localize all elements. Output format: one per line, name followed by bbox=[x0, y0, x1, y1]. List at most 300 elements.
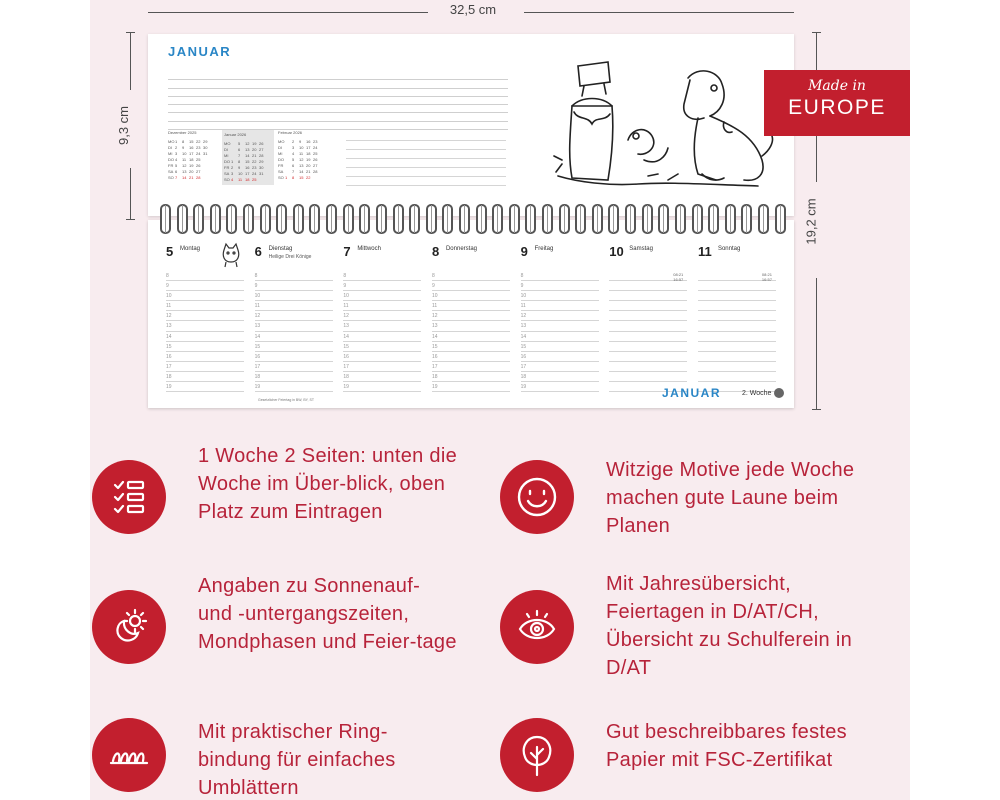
mini-calendar-cell: 5 bbox=[175, 163, 178, 168]
hour-line bbox=[698, 372, 776, 382]
binding-ring bbox=[376, 204, 387, 234]
hour-line: 11 bbox=[343, 301, 421, 311]
mini-calendar-cell bbox=[259, 177, 263, 183]
mini-calendar-cell: 23 bbox=[313, 139, 318, 144]
hour-line: 15 bbox=[521, 342, 599, 352]
day-column bbox=[343, 244, 421, 392]
hour-line: 17 bbox=[166, 362, 244, 372]
mini-calendar bbox=[222, 130, 274, 185]
hour-line: 8 bbox=[166, 271, 244, 281]
binding-ring bbox=[575, 204, 586, 234]
day-name: Montag bbox=[180, 246, 201, 252]
hour-line: 19 bbox=[166, 382, 244, 392]
hour-line: 8 bbox=[255, 271, 333, 281]
hour-line: 8 bbox=[343, 271, 421, 281]
week-label: 2. Woche bbox=[742, 390, 772, 397]
mini-calendar-title: Dezember 2025 bbox=[168, 130, 197, 135]
hour-line: 17 bbox=[343, 362, 421, 372]
day-column bbox=[609, 244, 687, 392]
mini-calendar-cell: 6 bbox=[238, 147, 241, 152]
feature-6-text: Gut beschreibbares festes Papier mit FSC-Zertifikat bbox=[606, 721, 847, 771]
mini-calendar-cell: 26 bbox=[259, 141, 264, 146]
mini-calendar-cell: 28 bbox=[196, 175, 201, 180]
day-name: Sonntag bbox=[717, 246, 741, 252]
day-number: 11 bbox=[697, 244, 712, 259]
mini-calendar-cell: 8 bbox=[238, 159, 241, 164]
mini-calendar-cell: 2 bbox=[231, 165, 234, 170]
hour-line: 14 bbox=[521, 332, 599, 342]
mini-calendar-cell: 21 bbox=[306, 169, 311, 174]
mini-calendar-cell: FR bbox=[278, 163, 284, 168]
cat-dog-illustration bbox=[548, 56, 778, 204]
binding-ring bbox=[177, 204, 188, 234]
day-number: 7 bbox=[343, 244, 351, 259]
hour-line: 17 bbox=[521, 362, 599, 372]
hour-line: 13 bbox=[343, 321, 421, 331]
mini-calendar-cell: 1 bbox=[175, 139, 178, 144]
binding-ring bbox=[675, 204, 686, 234]
hour-line: 14 bbox=[343, 332, 421, 342]
mini-calendar-cell: 26 bbox=[196, 163, 201, 168]
binding-ring bbox=[293, 204, 304, 234]
mini-calendar-cell: 6 bbox=[292, 163, 295, 168]
mini-calendar-cell: 18 bbox=[306, 151, 311, 156]
calendar-week-page bbox=[148, 220, 794, 408]
hour-line: 13 bbox=[521, 321, 599, 331]
hour-line: 10 bbox=[432, 291, 510, 301]
mini-calendar-row bbox=[168, 175, 220, 181]
hour-line bbox=[698, 332, 776, 342]
mini-calendar-cell: MO bbox=[278, 139, 285, 144]
mini-calendar-cell: 24 bbox=[196, 151, 201, 156]
mini-calendar-cell: 9 bbox=[182, 145, 185, 150]
mini-calendar-cell: SA bbox=[224, 171, 230, 176]
mini-calendar-cell: DO bbox=[168, 157, 174, 162]
mini-calendar-cell: 22 bbox=[196, 139, 201, 144]
mini-calendar-cell: SO bbox=[278, 175, 284, 180]
hour-line: 10 bbox=[343, 291, 421, 301]
hour-line bbox=[698, 342, 776, 352]
binding-ring bbox=[642, 204, 653, 234]
mini-calendar-cell: DO bbox=[278, 157, 284, 162]
day-name: Freitag bbox=[534, 246, 554, 252]
day-number: 10 bbox=[609, 244, 624, 259]
mini-calendar-cell: 4 bbox=[292, 151, 295, 156]
mini-calendar-cell: 25 bbox=[252, 177, 257, 182]
hour-line: 15 bbox=[255, 342, 333, 352]
hour-line: 18 bbox=[432, 372, 510, 382]
sun-moon-icon bbox=[92, 590, 166, 664]
hour-line bbox=[609, 311, 687, 321]
mini-calendar-cell: 2 bbox=[292, 139, 295, 144]
binding-ring bbox=[775, 204, 786, 234]
tree-icon bbox=[500, 718, 574, 792]
binding-ring bbox=[559, 204, 570, 234]
hour-lines[interactable] bbox=[343, 271, 421, 392]
week-number-dot bbox=[774, 388, 784, 398]
width-dimension bbox=[148, 2, 794, 17]
checklist-icon bbox=[92, 460, 166, 534]
hour-line bbox=[609, 291, 687, 301]
day-number: 9 bbox=[520, 244, 528, 259]
mini-calendar-cell: 27 bbox=[196, 169, 201, 174]
mini-calendar-cell: 28 bbox=[259, 153, 264, 158]
hour-line bbox=[698, 321, 776, 331]
hour-line: 16 bbox=[166, 352, 244, 362]
hour-lines[interactable] bbox=[432, 271, 510, 392]
mini-calendar-cell: 1 bbox=[285, 175, 288, 180]
mini-calendar-cell: 19 bbox=[306, 157, 311, 162]
small-cat-illustration bbox=[220, 242, 242, 268]
mini-calendar-cell: 17 bbox=[189, 151, 194, 156]
hour-line: 19 bbox=[255, 382, 333, 392]
binding-ring bbox=[542, 204, 553, 234]
hour-line: 14 bbox=[255, 332, 333, 342]
mini-calendar-title: Januar 2026 bbox=[224, 132, 247, 137]
binding-ring bbox=[326, 204, 337, 234]
mini-calendar-row bbox=[278, 175, 330, 181]
mini-calendar-cell: 15 bbox=[245, 159, 250, 164]
mini-calendar-cell: 7 bbox=[238, 153, 241, 158]
mini-calendar-cell: 27 bbox=[313, 163, 318, 168]
hour-line: 9 bbox=[255, 281, 333, 291]
mini-calendar-cell: 25 bbox=[313, 151, 318, 156]
width-label: 32,5 cm bbox=[449, 2, 497, 17]
mini-calendar-cell: 1 bbox=[231, 159, 234, 164]
binding-ring bbox=[725, 204, 736, 234]
binding-ring bbox=[459, 204, 470, 234]
notes-lines bbox=[168, 72, 508, 130]
mini-calendar-cell: MI bbox=[168, 151, 173, 156]
mini-calendar-cell: SA bbox=[278, 169, 284, 174]
binding-ring bbox=[492, 204, 503, 234]
hour-line: 10 bbox=[521, 291, 599, 301]
mini-calendar-cell: 24 bbox=[252, 171, 257, 176]
top-height-label: 9,3 cm bbox=[116, 105, 132, 146]
mini-calendar-cell: 15 bbox=[189, 139, 194, 144]
binding-ring bbox=[658, 204, 669, 234]
mini-calendar-cell: 27 bbox=[259, 147, 264, 152]
hour-line: 18 bbox=[255, 372, 333, 382]
hour-line: 12 bbox=[432, 311, 510, 321]
mini-calendar-cell: 3 bbox=[175, 151, 178, 156]
mini-calendar-cell: 7 bbox=[175, 175, 178, 180]
holiday-label: Heilige Drei Könige bbox=[268, 254, 312, 260]
day-column bbox=[521, 244, 599, 392]
mini-calendar-cell: 16 bbox=[306, 139, 311, 144]
binding-ring bbox=[509, 204, 520, 234]
hour-line: 12 bbox=[255, 311, 333, 321]
hour-line: 19 bbox=[343, 382, 421, 392]
mini-calendar-cell: 18 bbox=[245, 177, 250, 182]
hour-line: 19 bbox=[432, 382, 510, 392]
hour-line: 16 bbox=[255, 352, 333, 362]
mini-calendar-cell: 21 bbox=[189, 175, 194, 180]
mini-calendar-cell: 4 bbox=[175, 157, 178, 162]
mini-calendar-cell: 3 bbox=[292, 145, 295, 150]
mini-calendar-cell: 4 bbox=[231, 177, 234, 182]
hour-line: 11 bbox=[255, 301, 333, 311]
mini-calendar-cell: 20 bbox=[252, 147, 257, 152]
hour-line: 18 bbox=[166, 372, 244, 382]
mini-calendar-cell: FR bbox=[224, 165, 230, 170]
hour-line: 13 bbox=[432, 321, 510, 331]
mini-calendar-cell: 19 bbox=[252, 141, 257, 146]
binding-ring bbox=[193, 204, 204, 234]
binding-ring bbox=[426, 204, 437, 234]
hour-line: 12 bbox=[521, 311, 599, 321]
hour-line: 19 bbox=[521, 382, 599, 392]
mini-calendar-cell: 19 bbox=[189, 163, 194, 168]
mini-calendar-cell: 12 bbox=[182, 163, 187, 168]
mini-calendar-cell: 20 bbox=[306, 163, 311, 168]
binding-ring bbox=[343, 204, 354, 234]
binding-ring bbox=[359, 204, 370, 234]
mini-calendar-row bbox=[224, 177, 272, 183]
day-number: 8 bbox=[431, 244, 440, 259]
notes-lines-small bbox=[346, 132, 506, 186]
mini-calendar-cell: 5 bbox=[292, 157, 295, 162]
mini-calendar-cell: 9 bbox=[238, 165, 241, 170]
mini-calendar-cell bbox=[203, 175, 207, 181]
made-in-europe-badge bbox=[764, 70, 910, 136]
mini-calendar-cell: MI bbox=[278, 151, 283, 156]
hour-line: 9 bbox=[521, 281, 599, 291]
sunrise-time: 08:21 bbox=[673, 272, 684, 277]
hour-line bbox=[609, 352, 687, 362]
total-height-label: 19,2 cm bbox=[803, 198, 819, 245]
hour-lines[interactable] bbox=[698, 271, 776, 392]
mini-calendar-cell: 25 bbox=[196, 157, 201, 162]
calendar-top-page bbox=[148, 34, 794, 216]
hour-line: 18 bbox=[521, 372, 599, 382]
badge-line2: EUROPE bbox=[788, 96, 886, 119]
mini-calendar-cell: 22 bbox=[252, 159, 257, 164]
sunset-time: 16:57 bbox=[761, 277, 772, 282]
day-name: Dienstag bbox=[268, 246, 293, 252]
hour-line: 11 bbox=[432, 301, 510, 311]
day-name: Donnerstag bbox=[445, 246, 477, 252]
hour-line: 15 bbox=[432, 342, 510, 352]
mini-calendar-cell: 15 bbox=[299, 175, 304, 180]
hour-line bbox=[698, 311, 776, 321]
mini-calendar-cell: 8 bbox=[292, 175, 295, 180]
mini-calendar-cell: 13 bbox=[299, 163, 304, 168]
hour-line: 15 bbox=[343, 342, 421, 352]
mini-calendar-cell: DI bbox=[278, 145, 282, 150]
hour-line: 10 bbox=[255, 291, 333, 301]
mini-calendar-cell: 18 bbox=[189, 157, 194, 162]
binding-ring bbox=[692, 204, 703, 234]
mini-calendar-cell: 14 bbox=[299, 169, 304, 174]
mini-calendar-cell: 13 bbox=[245, 147, 250, 152]
binding-ring bbox=[160, 204, 171, 234]
hour-line: 8 bbox=[521, 271, 599, 281]
hour-line: 13 bbox=[166, 321, 244, 331]
mini-calendar-cell: MO bbox=[224, 141, 231, 146]
binding-ring bbox=[260, 204, 271, 234]
mini-calendar-cell: DI bbox=[168, 145, 172, 150]
mini-calendar-cell: SA bbox=[168, 169, 174, 174]
hour-line: 12 bbox=[343, 311, 421, 321]
hour-line bbox=[609, 372, 687, 382]
hour-line: 9 bbox=[432, 281, 510, 291]
bottom-month-title: JANUAR bbox=[662, 386, 722, 400]
hour-line: 15 bbox=[166, 342, 244, 352]
hour-line bbox=[698, 352, 776, 362]
ring-binding-icon bbox=[92, 718, 166, 792]
binding-ring bbox=[276, 204, 287, 234]
binding-ring bbox=[625, 204, 636, 234]
hour-line: 14 bbox=[432, 332, 510, 342]
feature-3-text: Angaben zu Sonnenauf- und -untergangszeiten, Mondphasen und Feier-tage bbox=[198, 575, 457, 653]
hour-lines[interactable] bbox=[255, 271, 333, 392]
hour-lines[interactable] bbox=[521, 271, 599, 392]
hour-line: 14 bbox=[166, 332, 244, 342]
mini-calendar-cell: 31 bbox=[203, 151, 208, 156]
mini-calendar-cell: 7 bbox=[292, 169, 295, 174]
top-month-title: JANUAR bbox=[168, 44, 232, 59]
hour-lines[interactable] bbox=[166, 271, 244, 392]
hour-line bbox=[698, 291, 776, 301]
feature-4-text: Mit Jahresübersicht, Feiertagen in D/AT/CH, Übersicht zu Schulferein in D/AT bbox=[606, 573, 852, 679]
binding-ring bbox=[210, 204, 221, 234]
mini-calendar-cell: 20 bbox=[189, 169, 194, 174]
mini-calendar-cell: 26 bbox=[313, 157, 318, 162]
mini-calendar-cell: SO bbox=[168, 175, 174, 180]
hour-line bbox=[698, 362, 776, 372]
binding-ring bbox=[309, 204, 320, 234]
mini-calendar-cell: 5 bbox=[238, 141, 241, 146]
mini-calendar-cell: 30 bbox=[259, 165, 264, 170]
mini-calendar-cell: 29 bbox=[259, 159, 264, 164]
mini-calendar-cell: DI bbox=[224, 147, 228, 152]
mini-calendar-cell: 11 bbox=[238, 177, 243, 182]
mini-calendar-cell: 11 bbox=[182, 157, 187, 162]
mini-calendar-cell: 23 bbox=[252, 165, 257, 170]
feature-2-text: Witzige Motive jede Woche machen gute Laune beim Planen bbox=[606, 459, 855, 537]
mini-calendar-cell: 16 bbox=[245, 165, 250, 170]
feature-1-text: 1 Woche 2 Seiten: unten die Woche im Über-blick, oben Platz zum Eintragen bbox=[198, 445, 458, 523]
mini-calendar-cell: 3 bbox=[231, 171, 234, 176]
mini-calendar-cell: 10 bbox=[299, 145, 304, 150]
binding-ring bbox=[226, 204, 237, 234]
mini-calendar-cell: 12 bbox=[245, 141, 250, 146]
mini-calendar-cell bbox=[313, 175, 317, 181]
binding-ring bbox=[393, 204, 404, 234]
mini-calendar-cell: 22 bbox=[306, 175, 311, 180]
sun-times bbox=[673, 272, 683, 282]
mini-calendar bbox=[168, 130, 220, 181]
mini-calendar-cell: MO bbox=[168, 139, 175, 144]
mini-calendar-cell: SO bbox=[224, 177, 230, 182]
mini-calendar-cell: 8 bbox=[182, 139, 185, 144]
mini-calendar-cell: 10 bbox=[182, 151, 187, 156]
binding-ring bbox=[442, 204, 453, 234]
mini-calendar-cell: 21 bbox=[252, 153, 257, 158]
hour-line bbox=[698, 281, 776, 291]
hour-line: 17 bbox=[255, 362, 333, 372]
hour-line bbox=[609, 342, 687, 352]
hour-line bbox=[609, 362, 687, 372]
hour-line: 9 bbox=[166, 281, 244, 291]
hour-line: 11 bbox=[166, 301, 244, 311]
sunrise-time: 08:21 bbox=[761, 272, 772, 277]
badge-line1: Made in bbox=[808, 78, 866, 94]
binding-ring bbox=[476, 204, 487, 234]
hour-line bbox=[609, 321, 687, 331]
mini-calendar-cell: 10 bbox=[238, 171, 243, 176]
mini-calendar-cell: DO bbox=[224, 159, 230, 164]
day-column bbox=[432, 244, 510, 392]
ring-binding bbox=[160, 204, 786, 234]
top-height-dimension bbox=[116, 32, 136, 220]
hour-line: 16 bbox=[343, 352, 421, 362]
sunset-time: 16:57 bbox=[673, 277, 684, 282]
hour-line: 16 bbox=[432, 352, 510, 362]
day-name: Samstag bbox=[629, 246, 653, 252]
hour-line: 11 bbox=[521, 301, 599, 311]
mini-calendar-cell: 30 bbox=[203, 145, 208, 150]
hour-line: 16 bbox=[521, 352, 599, 362]
day-name: Mittwoch bbox=[357, 246, 381, 252]
day-number: 6 bbox=[254, 244, 262, 259]
mini-calendar-cell: 14 bbox=[245, 153, 250, 158]
hour-line: 18 bbox=[343, 372, 421, 382]
hour-lines[interactable] bbox=[609, 271, 687, 392]
feature-5-text: Mit praktischer Ring-bindung für einfaches Umblättern bbox=[198, 721, 396, 799]
mini-calendar-cell: 23 bbox=[196, 145, 201, 150]
mini-calendar-cell: 17 bbox=[306, 145, 311, 150]
mini-calendar-cell: FR bbox=[168, 163, 174, 168]
mini-calendar-title: Februar 2026 bbox=[278, 130, 303, 135]
mini-calendar-cell: 24 bbox=[313, 145, 318, 150]
mini-calendar-cell: 6 bbox=[175, 169, 178, 174]
mini-calendar-cell: 2 bbox=[175, 145, 178, 150]
binding-ring bbox=[758, 204, 769, 234]
mini-calendar-cell: 31 bbox=[259, 171, 264, 176]
smiley-icon bbox=[500, 460, 574, 534]
hour-line: 9 bbox=[343, 281, 421, 291]
mini-calendar bbox=[278, 130, 330, 181]
binding-ring bbox=[608, 204, 619, 234]
mini-calendar-cell: 14 bbox=[182, 175, 187, 180]
mini-calendar-cell: 12 bbox=[299, 157, 304, 162]
hour-line: 12 bbox=[166, 311, 244, 321]
mini-calendar-cell: 9 bbox=[299, 139, 302, 144]
mini-calendar-cell: 29 bbox=[203, 139, 208, 144]
binding-ring bbox=[592, 204, 603, 234]
binding-ring bbox=[741, 204, 752, 234]
eye-icon bbox=[500, 590, 574, 664]
hour-line: 10 bbox=[166, 291, 244, 301]
holiday-footnote: Gesetzlicher Feiertag in BW, BY, ST bbox=[258, 398, 314, 402]
day-number: 5 bbox=[166, 244, 174, 259]
binding-ring bbox=[708, 204, 719, 234]
binding-ring bbox=[525, 204, 536, 234]
mini-calendar-cell: 17 bbox=[245, 171, 250, 176]
sun-times bbox=[762, 272, 772, 282]
hour-line bbox=[609, 301, 687, 311]
mini-calendar-cell: MI bbox=[224, 153, 229, 158]
hour-line bbox=[609, 281, 687, 291]
binding-ring bbox=[409, 204, 420, 234]
mini-calendar-cell: 13 bbox=[182, 169, 187, 174]
hour-line bbox=[698, 301, 776, 311]
hour-line: 8 bbox=[432, 271, 510, 281]
mini-calendar-cell: 28 bbox=[313, 169, 318, 174]
hour-line bbox=[609, 332, 687, 342]
